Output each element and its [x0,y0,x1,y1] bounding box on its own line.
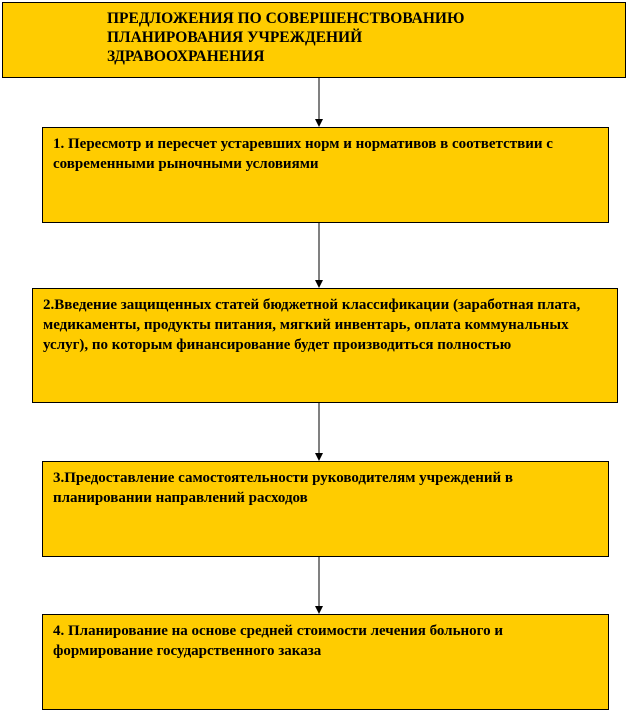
step-box-1 [42,127,609,223]
step-box-2 [32,288,618,403]
title-line-2: ПЛАНИРОВАНИЯ УЧРЕЖДЕНИЙ [107,29,363,46]
title-line-3: ЗДРАВООХРАНЕНИЯ [107,48,265,65]
step-box-4 [42,614,609,710]
step-text-1: 1. Пересмотр и пересчет устаревших норм и нормативов в соответствии с современными рыночными условиями [53,136,553,172]
step-text-2: 2.Введение защищенных статей бюджетной классификации (заработная плата, медикаменты, продукты питания, мягкий инвентарь, оплата коммунальных услуг), по которым финансирование будет производиться полностью [43,297,581,353]
step-box-3 [42,461,609,557]
step-text-4: 4. Планирование на основе средней стоимости лечения больного и формирование государственного заказа [53,623,503,659]
title-line-1: ПРЕДЛОЖЕНИЯ ПО СОВЕРШЕНСТВОВАНИЮ [107,10,465,27]
step-text-3: 3.Предоставление самостоятельности руководителям учреждений в планировании направлений расходов [53,470,514,506]
title-box [2,2,626,78]
